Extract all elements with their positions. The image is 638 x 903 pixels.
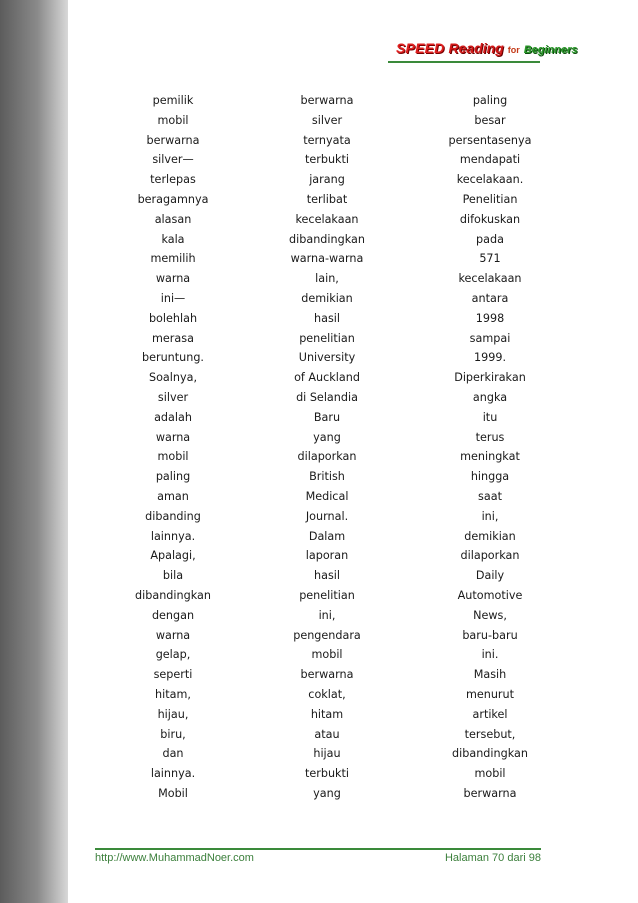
footer-divider bbox=[95, 848, 541, 850]
column-word: artikel bbox=[472, 707, 508, 721]
column-word: dibanding bbox=[145, 509, 201, 523]
column-word: kecelakaan bbox=[295, 212, 359, 226]
column-word: lainnya. bbox=[150, 529, 196, 543]
column-word: paling bbox=[155, 470, 191, 484]
column-word: Automotive bbox=[457, 588, 523, 602]
column-word: warna-warna bbox=[290, 252, 364, 266]
column-word: berwarna bbox=[300, 668, 354, 682]
column-word: 571 bbox=[479, 252, 501, 266]
column-word: hitam, bbox=[155, 687, 191, 701]
column-word: pada bbox=[476, 232, 504, 246]
column-word: University bbox=[298, 351, 356, 365]
column-word: penelitian bbox=[299, 588, 355, 602]
header-divider bbox=[388, 61, 540, 63]
column-word: pengendara bbox=[293, 628, 361, 642]
logo-reading-text: Reading bbox=[448, 40, 504, 56]
text-column-3 bbox=[410, 91, 570, 804]
column-word: meningkat bbox=[460, 450, 520, 464]
column-word: baru-baru bbox=[462, 628, 518, 642]
column-word: ini. bbox=[481, 648, 499, 662]
column-word: ini, bbox=[481, 509, 499, 523]
column-word: dibandingkan bbox=[289, 232, 365, 246]
column-word: dilaporkan bbox=[297, 450, 357, 464]
column-word: paling bbox=[472, 94, 508, 107]
column-word: ini— bbox=[160, 291, 186, 305]
column-word: warna bbox=[155, 272, 191, 286]
column-word: sampai bbox=[469, 331, 511, 345]
column-word: Soalnya, bbox=[148, 371, 198, 385]
column-word: yang bbox=[313, 786, 341, 800]
column-word: coklat, bbox=[308, 687, 346, 701]
column-word: British bbox=[309, 470, 345, 484]
column-word: News, bbox=[473, 608, 507, 622]
column-word: atau bbox=[314, 727, 340, 741]
column-word: Penelitian bbox=[462, 192, 518, 206]
column-word: antara bbox=[471, 291, 509, 305]
column-word: besar bbox=[474, 113, 506, 127]
column-word: mobil bbox=[157, 113, 189, 127]
text-column-1 bbox=[93, 91, 253, 804]
column-word: Journal. bbox=[305, 509, 349, 523]
column-word: Daily bbox=[475, 569, 505, 583]
column-word: terlibat bbox=[306, 192, 348, 206]
column-word: mobil bbox=[157, 450, 189, 464]
column-word: warna bbox=[155, 628, 191, 642]
column-word: merasa bbox=[152, 331, 194, 345]
speedreading-logo bbox=[396, 40, 578, 60]
column-word: dan bbox=[162, 747, 184, 761]
column-word: hijau, bbox=[157, 707, 189, 721]
column-word: 1999. bbox=[473, 351, 507, 365]
column-word: Dalam bbox=[308, 529, 346, 543]
column-word: hingga bbox=[470, 470, 510, 484]
footer-page-number: Halaman 70 dari 98 bbox=[444, 852, 541, 864]
column-word: laporan bbox=[305, 549, 349, 563]
column-word: beragamnya bbox=[137, 192, 209, 206]
column-word: berwarna bbox=[300, 94, 354, 107]
column-word: di Selandia bbox=[296, 390, 358, 404]
column-word: menurut bbox=[465, 687, 515, 701]
column-word: persentasenya bbox=[448, 133, 532, 147]
column-word: terus bbox=[475, 430, 505, 444]
column-word: tersebut, bbox=[464, 727, 516, 741]
column-word: berwarna bbox=[146, 133, 200, 147]
column-word: kecelakaan. bbox=[456, 173, 524, 187]
column-word: adalah bbox=[154, 410, 192, 424]
column-word: gelap, bbox=[155, 648, 191, 662]
column-word: of Auckland bbox=[294, 371, 360, 385]
column-word: dibandingkan bbox=[135, 588, 211, 602]
column-word: angka bbox=[472, 390, 508, 404]
column-word: silver bbox=[311, 113, 343, 127]
left-decorative-bar bbox=[0, 0, 68, 903]
column-word: mobil bbox=[474, 767, 506, 781]
column-word: yang bbox=[313, 430, 341, 444]
column-word: Baru bbox=[313, 410, 341, 424]
column-word: Medical bbox=[305, 489, 349, 503]
column-word: berwarna bbox=[463, 786, 517, 800]
column-word: terlepas bbox=[150, 173, 196, 187]
column-word: kala bbox=[161, 232, 185, 246]
column-word: hasil bbox=[314, 569, 340, 583]
column-word: Diperkirakan bbox=[454, 371, 526, 385]
column-word: alasan bbox=[154, 212, 192, 226]
column-word: kecelakaan bbox=[458, 272, 522, 286]
column-word: saat bbox=[478, 489, 502, 503]
logo-for-text: for bbox=[507, 45, 520, 55]
logo-beginners-text: Beginners bbox=[523, 44, 578, 56]
column-word: lain, bbox=[315, 272, 339, 286]
column-word: 1998 bbox=[475, 311, 505, 325]
column-word: penelitian bbox=[299, 331, 355, 345]
column-word: Masih bbox=[473, 668, 507, 682]
column-word: mendapati bbox=[459, 153, 521, 167]
column-word: seperti bbox=[153, 668, 193, 682]
column-word: dilaporkan bbox=[460, 549, 520, 563]
column-word: difokuskan bbox=[459, 212, 521, 226]
column-word: aman bbox=[157, 489, 189, 503]
column-word: beruntung. bbox=[142, 351, 204, 365]
column-word: biru, bbox=[160, 727, 186, 741]
column-word: ternyata bbox=[303, 133, 351, 147]
column-word: jarang bbox=[309, 173, 345, 187]
column-word: hijau bbox=[313, 747, 341, 761]
column-word: hasil bbox=[314, 311, 340, 325]
logo-speed-text: SPEED bbox=[396, 40, 445, 56]
column-word: terbukti bbox=[304, 153, 350, 167]
column-word: memilih bbox=[150, 252, 196, 266]
column-word: warna bbox=[155, 430, 191, 444]
column-word: dibandingkan bbox=[452, 747, 528, 761]
column-word: demikian bbox=[301, 291, 353, 305]
column-word: lainnya. bbox=[150, 767, 196, 781]
column-word: Apalagi, bbox=[150, 549, 196, 563]
column-word: bila bbox=[162, 569, 184, 583]
column-word: Mobil bbox=[158, 786, 188, 800]
column-word: bolehlah bbox=[148, 311, 198, 325]
column-word: silver bbox=[157, 390, 189, 404]
footer-website-link[interactable]: http://www.MuhammadNoer.com bbox=[95, 852, 254, 864]
text-column-2 bbox=[247, 91, 407, 804]
column-word: terbukti bbox=[304, 767, 350, 781]
column-word: demikian bbox=[464, 529, 516, 543]
column-word: itu bbox=[482, 410, 498, 424]
column-word: pemilik bbox=[152, 94, 194, 107]
column-word: hitam bbox=[310, 707, 344, 721]
column-word: silver— bbox=[152, 153, 194, 167]
column-word: dengan bbox=[151, 608, 195, 622]
column-word: ini, bbox=[318, 608, 336, 622]
column-word: mobil bbox=[311, 648, 343, 662]
